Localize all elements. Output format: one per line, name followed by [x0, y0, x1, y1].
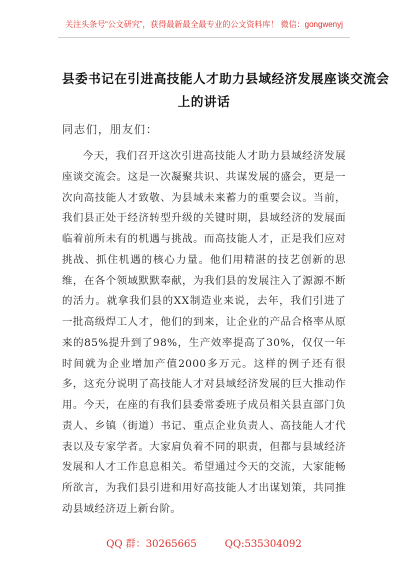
body-text	[62, 146, 346, 520]
greeting: 同志们，朋友们：	[62, 123, 158, 136]
header-banner: 关注头条号“公文研究”，获得最新最全最专业的公文资料库！ 微信：gongwenyj	[65, 20, 343, 29]
footer-qq-group: QQ 群：30265665	[106, 539, 197, 550]
header-divider	[58, 37, 350, 38]
footer	[0, 535, 408, 550]
body-paragraph: 今天，我们召开这次引进高技能人才助力县域经济发展座谈交流会。这是一次凝聚共识、共谋发展的盛会，更是一次向高技能人才致敬、为县域未来蓄力的重要会议。当前，我们县正处于经济转型升级的关键时期，县域经济的发展面临着前所未有的机遇与挑战。而高技能人才，正是我们应对挑战、抓住机遇的核心力量。他们用精湛的技艺创新的思维，在各个领域默默奉献，为我们县的发展注入了源源不断的活力。就拿我们县的XX制造业来说，去年，我们引进了一批高级焊工人才，他们的到来，让企业的产品合格率从原来的85%提升到了98%，生产效率提高了30%，仅仅一年时间就为企业增加产值2000多万元。这样的例子还有很多，这充分说明了高技能人才对县域经济发展的巨大推动作用。今天，在座的有我们县委常委班子成员相关县直部门负责人、乡镇（街道）书记、重点企业负责人、高技能人才代表以及专家学者。大家肩负着不同的职责，但都与县域经济发展和人才工作息息相关。希望通过今天的交流，大家能畅所欲言，为我们县引进和用好高技能人才出谋划策，共同推动县域经济迈上新台阶。	[62, 150, 346, 515]
document-title-line-1: 县委书记在引进高技能人才助力县域经济发展座谈交流会	[62, 71, 390, 86]
footer-qq: QQ:535304092	[224, 539, 302, 550]
document-title-line-2: 上的讲话	[177, 94, 231, 109]
